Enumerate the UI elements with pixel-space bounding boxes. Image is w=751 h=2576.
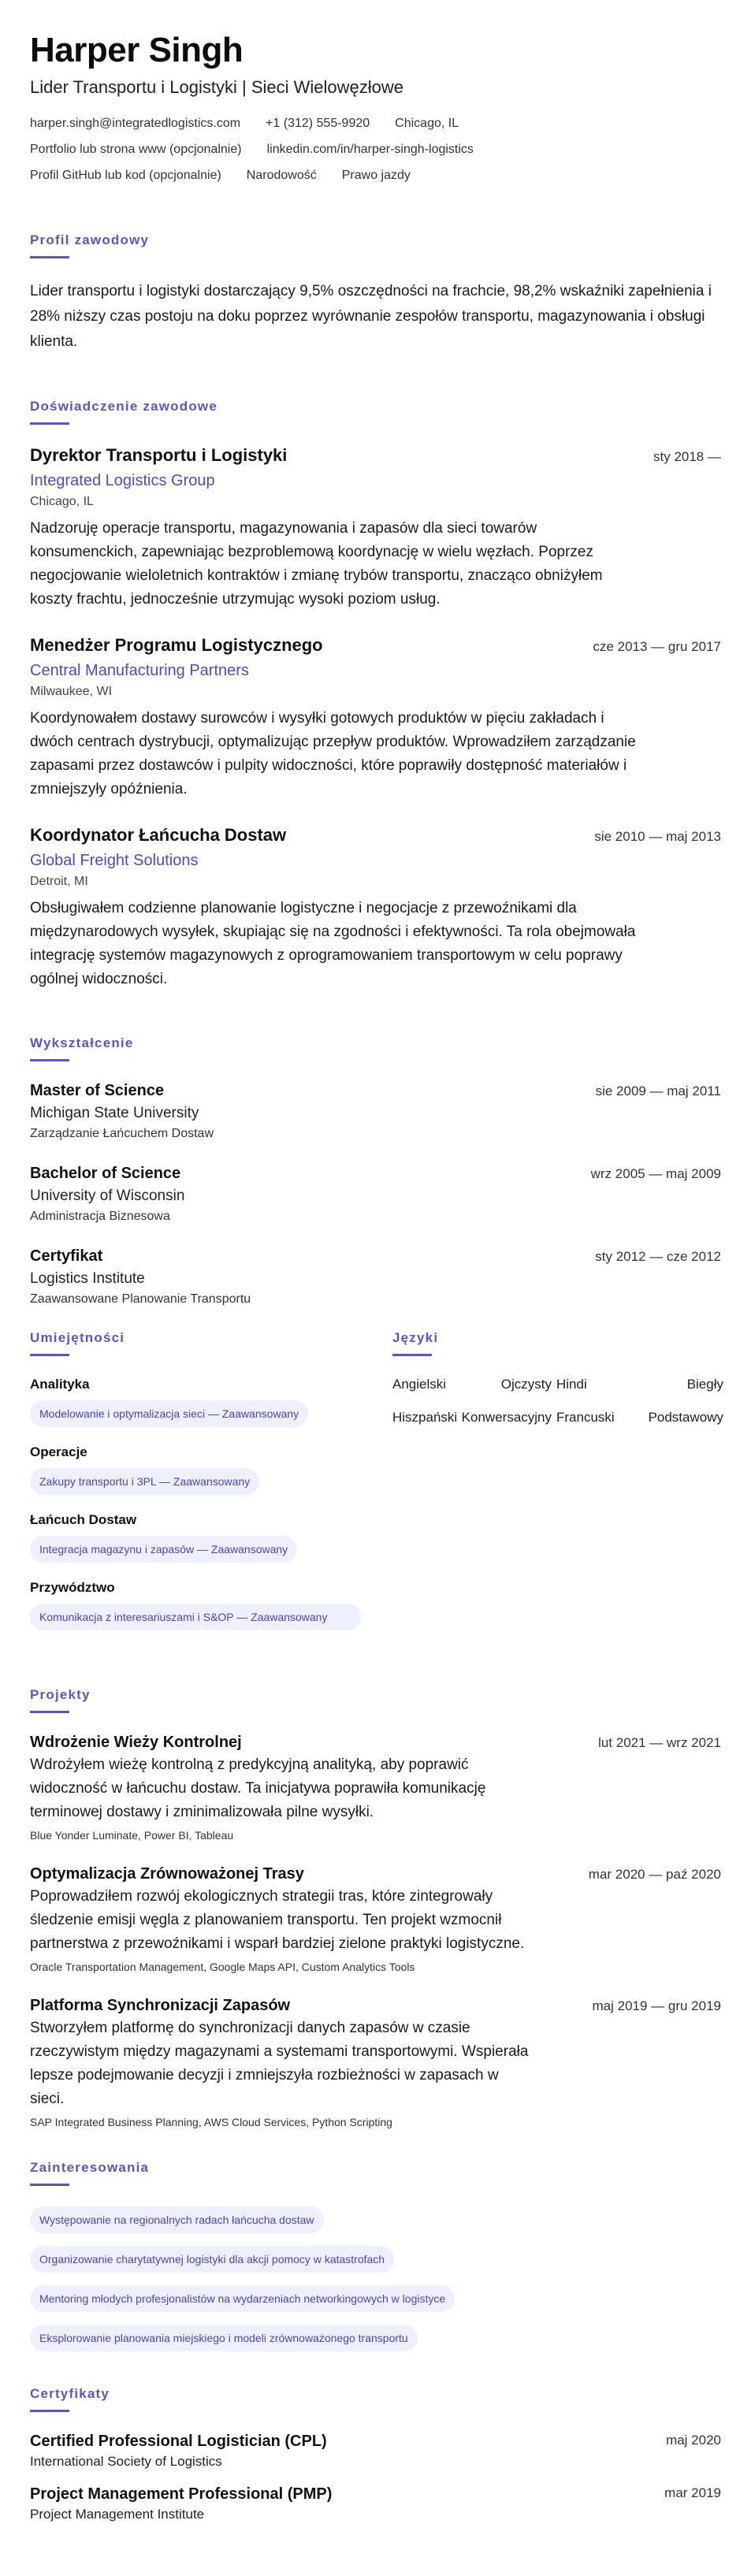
skills-languages-row	[30, 1330, 721, 1648]
job-entry	[30, 635, 721, 801]
education-entry	[30, 1082, 721, 1141]
candidate-headline: Lider Transportu i Logistyki | Sieci Wielowęzłowe	[30, 77, 404, 97]
degree: Certyfikat	[30, 1247, 103, 1265]
section-divider	[30, 1711, 69, 1713]
field-of-study: Administracja Biznesowa	[30, 1210, 170, 1223]
skill-group	[30, 1580, 361, 1630]
skill-group	[30, 1377, 361, 1427]
section-title: Języki	[392, 1330, 439, 1345]
skill-chip: Modelowanie i optymalizacja sieci — Zaawansowany	[30, 1400, 308, 1427]
company-name: Integrated Logistics Group	[30, 472, 215, 489]
certificate-date: maj 2020	[666, 2433, 721, 2448]
company-name: Global Freight Solutions	[30, 852, 199, 869]
skill-category: Przywództwo	[30, 1580, 115, 1595]
interest-chip: Organizowanie charytatywnej logistyki dla akcji pomocy w katastrofach	[30, 2246, 394, 2273]
interest-chip: Mentoring młodych profesjonalistów na wydarzeniach networkingowych w logistyce	[30, 2285, 455, 2312]
education-date: wrz 2005 — maj 2009	[590, 1166, 721, 1181]
experience-section	[30, 399, 721, 991]
linkedin-link[interactable]: linkedin.com/in/harper-singh-logistics	[266, 143, 474, 156]
section-title: Projekty	[30, 1687, 91, 1702]
section-divider	[30, 2184, 69, 2186]
field-of-study: Zaawansowane Planowanie Transportu	[30, 1292, 251, 1306]
degree: Bachelor of Science	[30, 1165, 181, 1182]
degree: Master of Science	[30, 1082, 165, 1099]
project-date: mar 2020 — paź 2020	[588, 1867, 721, 1882]
project-entry	[30, 1997, 721, 2128]
education-entry	[30, 1165, 721, 1224]
nationality: Narodowość	[246, 169, 317, 182]
section-divider	[30, 2410, 69, 2412]
interest-chip: Występowanie na regionalnych radach łańcucha dostaw	[30, 2206, 324, 2233]
certificate-date: mar 2019	[664, 2485, 721, 2500]
job-description: Koordynowałem dostawy surowców i wysyłki gotowych produktów w pięciu zakładach i dwóch centrach dystrybucji, optymalizując przepływ produktów. Wprowadziłem zarządzanie zapasami przez dostawców i pulpity widoczności, które poprawiły dostępność materiałów i zmniejszyły opóźnienia.	[30, 710, 636, 797]
project-technologies: SAP Integrated Business Planning, AWS Cloud Services, Python Scripting	[30, 2116, 392, 2128]
job-date: sie 2010 — maj 2013	[594, 829, 721, 844]
projects-section	[30, 1687, 721, 2128]
education-section	[30, 1035, 721, 1307]
language-name: Hindi	[556, 1377, 587, 1392]
education-date: sie 2009 — maj 2011	[595, 1084, 721, 1098]
languages-table	[392, 1377, 723, 1426]
project-entry	[30, 1734, 721, 1842]
certificate-issuer: Project Management Institute	[30, 2507, 205, 2522]
project-technologies: Blue Yonder Luminate, Power BI, Tableau	[30, 1829, 234, 1842]
interests-list	[30, 2206, 721, 2351]
skill-chip: Komunikacja z interesariuszami i S&OP — Zaawansowany	[30, 1604, 361, 1630]
job-title: Dyrektor Transportu i Logistyki	[30, 445, 288, 465]
summary-text: Lider transportu i logistyki dostarczający 9,5% oszczędności na frachcie, 98,2% wskaźniki zapełnienia i 28% niższy czas postoju na doku poprzez wyrównanie zespołów transportu, magazynowania i obsługi klienta.	[30, 283, 712, 350]
language-name: Angielski	[392, 1377, 447, 1392]
skill-category: Analityka	[30, 1377, 90, 1392]
language-name: Francuski	[556, 1410, 615, 1425]
section-title: Certyfikaty	[30, 2386, 110, 2401]
project-date: lut 2021 — wrz 2021	[598, 1735, 721, 1750]
phone-number[interactable]: +1 (312) 555-9920	[266, 117, 370, 130]
job-location: Chicago, IL	[30, 495, 94, 508]
certificates-section	[30, 2386, 721, 2522]
section-title: Zainteresowania	[30, 2160, 150, 2175]
job-description: Nadzoruję operacje transportu, magazynowania i zapasów dla sieci towarów konsumenckich, zapewniając bezproblemową koordynację w wielu węzłach. Poprzez negocjowanie wieloletnich kontraktów i zmianę trybów transportu, znacząco obniżyłem koszty frachtu, jednocześnie utrzymując wysoki poziom usług.	[30, 520, 603, 608]
language-name: Hiszpański	[392, 1410, 458, 1425]
section-divider	[392, 1354, 432, 1356]
project-title: Wdrożenie Wieży Kontrolnej	[30, 1734, 242, 1751]
certificate-name: Certified Professional Logistician (CPL)	[30, 2433, 327, 2450]
job-entry	[30, 445, 721, 611]
certificate-name: Project Management Professional (PMP)	[30, 2485, 333, 2503]
project-title: Platforma Synchronizacji Zapasów	[30, 1997, 291, 2014]
skill-category: Łańcuch Dostaw	[30, 1512, 137, 1527]
resume-header	[30, 30, 721, 188]
job-description: Obsługiwałem codzienne planowanie logistyczne i negocjacje z przewoźnikami dla międzynarodowych wysyłek, skupiając się na zgodności i efektywności. Ta rola obejmowała integrację systemów magazynowych z oprogramowaniem transportowym w celu poprawy ogólnej widoczności.	[30, 900, 636, 987]
job-title: Koordynator Łańcucha Dostaw	[30, 825, 287, 845]
skills-section	[30, 1330, 361, 1648]
section-divider	[30, 422, 69, 425]
project-description: Wdrożyłem wieżę kontrolną z predykcyjną analityką, aby poprawić widoczność w łańcuchu dostaw. Ta inicjatywa poprawiła komunikację terminowej dostawy i zminimalizowała pilne wysyłki.	[30, 1756, 486, 1820]
section-title: Wykształcenie	[30, 1035, 134, 1050]
driving-license: Prawo jazdy	[341, 169, 411, 182]
language-level: Podstawowy	[648, 1410, 723, 1425]
skill-group	[30, 1444, 361, 1495]
field-of-study: Zarządzanie Łańcuchem Dostaw	[30, 1127, 214, 1140]
project-description: Poprowadziłem rozwój ekologicznych strategii tras, które zintegrowały śledzenie emisji węgla z planowaniem transportu. Ten projekt wzmocnił partnerstwa z przewoźnikami i wsparł bardziej zielone praktyki logistyczne.	[30, 1888, 525, 1952]
project-technologies: Oracle Transportation Management, Google Maps API, Custom Analytics Tools	[30, 1961, 415, 1973]
certificate-entry	[30, 2485, 721, 2522]
project-description: Stworzyłem platformę do synchronizacji danych zapasów w czasie rzeczywistym między magazynami a systemami transportowymi. Wspierała lepsze podejmowanie decyzji i zmniejszyła rozbieżności w zapasach w sieci.	[30, 2020, 529, 2107]
section-title: Doświadczenie zawodowe	[30, 399, 218, 414]
language-level: Ojczysty	[500, 1377, 552, 1392]
languages-section	[392, 1330, 723, 1648]
project-title: Optymalizacja Zrównoważonej Trasy	[30, 1865, 304, 1883]
job-location: Milwaukee, WI	[30, 685, 113, 698]
school-name: University of Wisconsin	[30, 1188, 185, 1204]
education-entry	[30, 1247, 721, 1307]
summary-section	[30, 232, 721, 355]
interests-section	[30, 2160, 721, 2351]
job-title: Menedżer Programu Logistycznego	[30, 635, 323, 655]
skill-chip: Zakupy transportu i 3PL — Zaawansowany	[30, 1468, 259, 1495]
interest-chip: Eksplorowanie planowania miejskiego i modeli zrównoważonego transportu	[30, 2325, 418, 2351]
job-date: cze 2013 — gru 2017	[593, 639, 721, 654]
section-title: Profil zawodowy	[30, 232, 150, 247]
project-date: maj 2019 — gru 2019	[592, 1998, 721, 2013]
contact-info	[30, 110, 721, 188]
job-entry	[30, 825, 721, 991]
job-date: sty 2018 —	[653, 449, 721, 464]
company-name: Central Manufacturing Partners	[30, 662, 249, 679]
portfolio-link[interactable]: Portfolio lub strona www (opcjonalnie)	[30, 143, 242, 156]
section-divider	[30, 1354, 69, 1356]
section-divider	[30, 256, 69, 258]
skill-group	[30, 1512, 361, 1563]
city: Chicago, IL	[395, 117, 459, 130]
language-level: Biegły	[686, 1377, 723, 1392]
skill-category: Operacje	[30, 1444, 87, 1459]
github-link[interactable]: Profil GitHub lub kod (opcjonalnie)	[30, 169, 221, 182]
project-entry	[30, 1865, 721, 1973]
job-location: Detroit, MI	[30, 875, 88, 888]
language-level: Konwersacyjny	[461, 1410, 552, 1425]
skill-chip: Integracja magazynu i zapasów — Zaawansowany	[30, 1536, 297, 1563]
certificate-issuer: International Society of Logistics	[30, 2454, 222, 2469]
candidate-name: Harper Singh	[30, 31, 244, 69]
school-name: Michigan State University	[30, 1105, 199, 1121]
education-date: sty 2012 — cze 2012	[595, 1249, 721, 1264]
email-link[interactable]: harper.singh@integratedlogistics.com	[30, 117, 241, 130]
school-name: Logistics Institute	[30, 1270, 145, 1287]
section-title: Umiejętności	[30, 1330, 125, 1345]
section-divider	[30, 1059, 69, 1061]
certificate-entry	[30, 2433, 721, 2470]
